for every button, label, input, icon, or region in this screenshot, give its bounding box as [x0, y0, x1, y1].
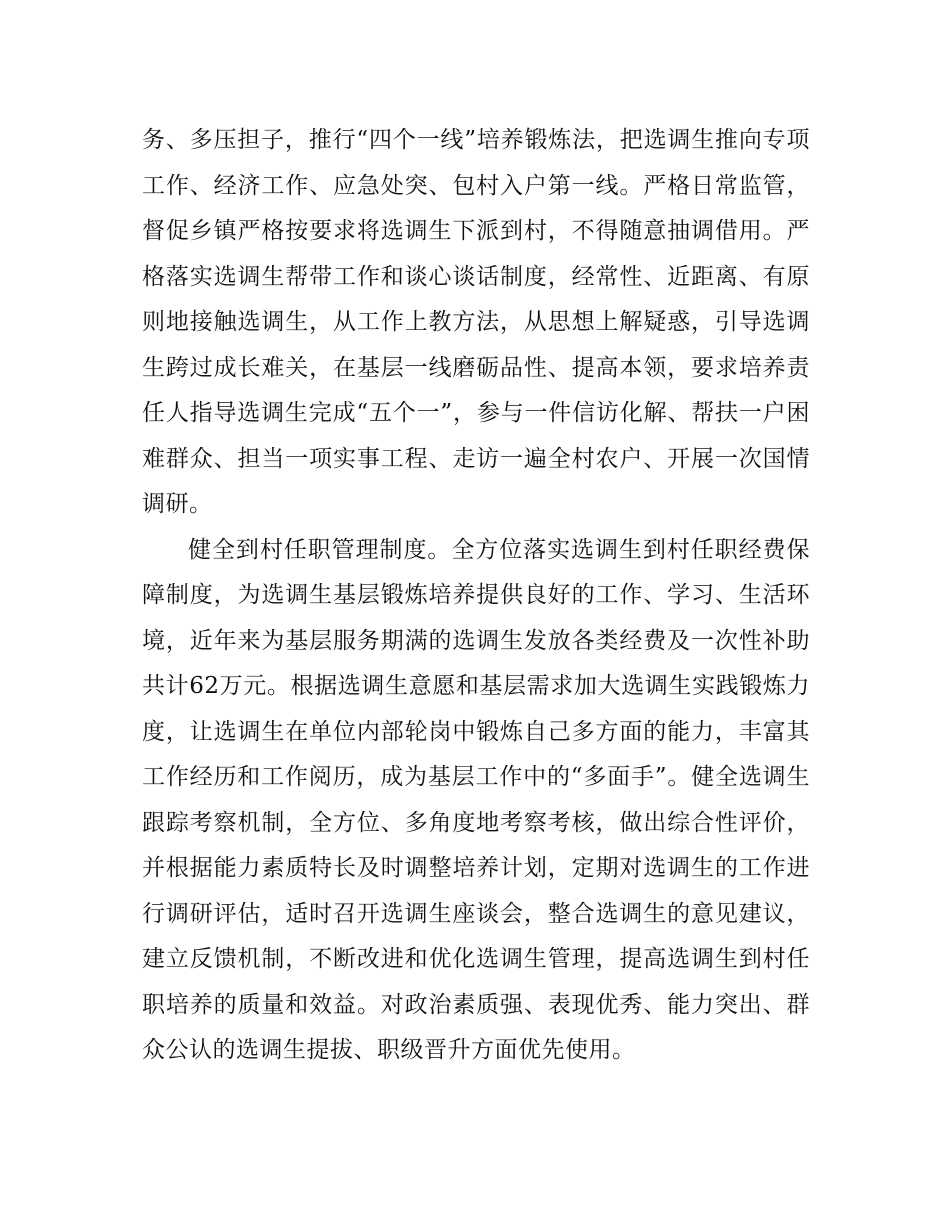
document-body [142, 118, 810, 1074]
paragraph-continued: 务、多压担子，推行“四个一线”培养锻炼法，把选调生推向专项工作、经济工作、应急处突、包村入户第一线。严格日常监管，督促乡镇严格按要求将选调生下派到村，不得随意抽调借用。严格落实选调生帮带工作和谈心谈话制度，经常性、近距离、有原则地接触选调生，从工作上教方法，从思想上解疑惑，引导选调生跨过成长难关，在基层一线磨砺品性、提高本领，要求培养责任人指导选调生完成“五个一”，参与一件信访化解、帮扶一户困难群众、担当一项实事工程、走访一遍全村农户、开展一次国情调研。 [142, 127, 810, 517]
paragraph: 健全到村任职管理制度。全方位落实选调生到村任职经费保障制度，为选调生基层锻炼培养提供良好的工作、学习、生活环境，近年来为基层服务期满的选调生发放各类经费及一次性补助共计62万元。根据选调生意愿和基层需求加大选调生实践锻炼力度，让选调生在单位内部轮岗中锻炼自己多方面的能力，丰富其工作经历和工作阅历，成为基层工作中的“多面手”。健全选调生跟踪考察机制，全方位、多角度地考察考核，做出综合性评价，并根据能力素质特长及时调整培养计划，定期对选调生的工作进行调研评估，适时召开选调生座谈会，整合选调生的意见建议，建立反馈机制，不断改进和优化选调生管理，提高选调生到村任职培养的质量和效益。对政治素质强、表现优秀、能力突出、群众公认的选调生提拔、职级晋升方面优先使用。 [142, 536, 810, 1063]
